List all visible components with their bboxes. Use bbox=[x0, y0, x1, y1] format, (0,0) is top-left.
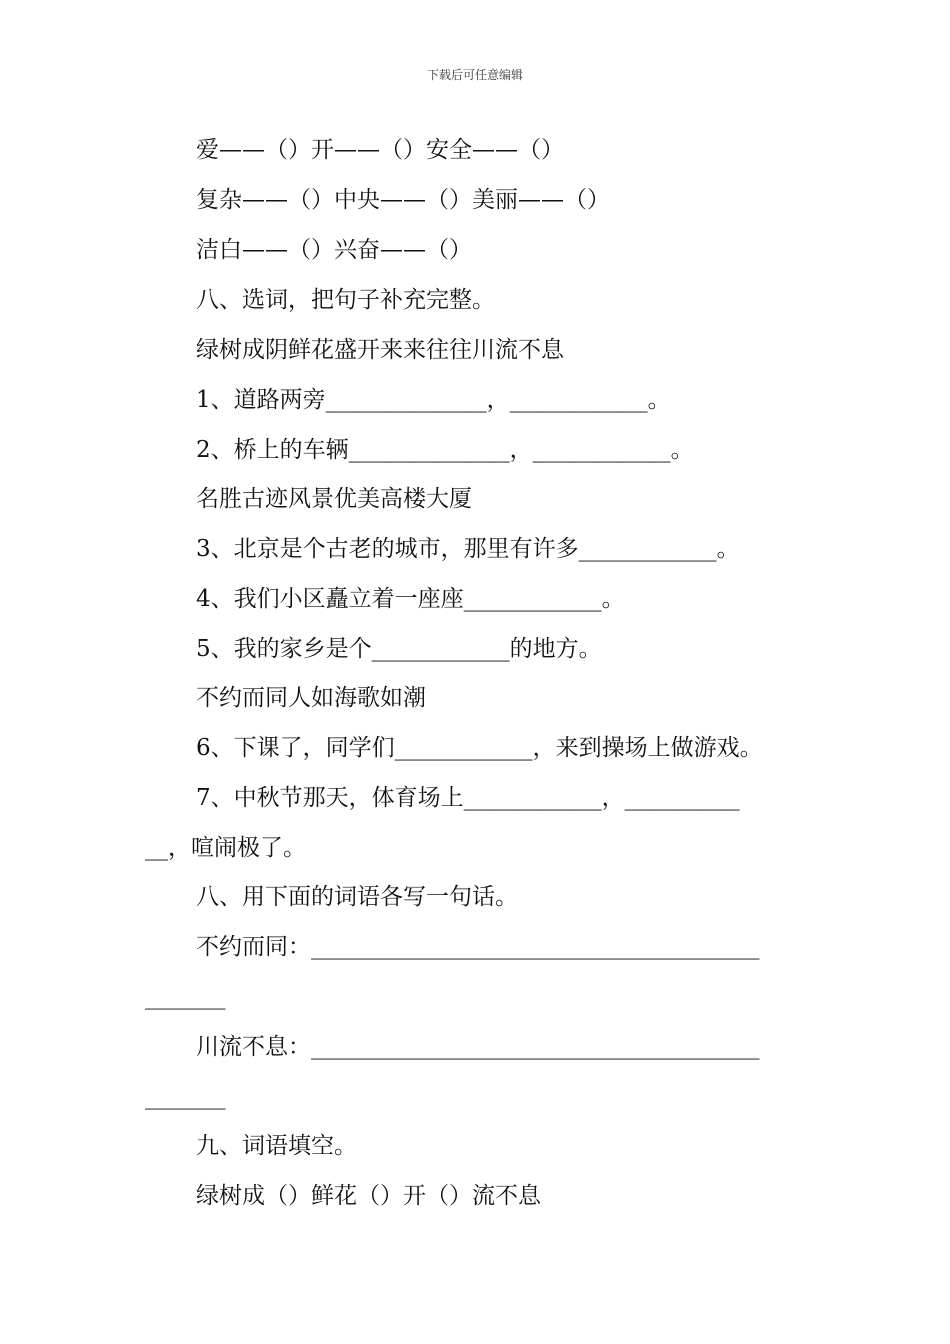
sentence-prompt: 不约而同：_______________________________________ bbox=[196, 934, 760, 960]
question-line: 5、我的家乡是个____________的地方。 bbox=[196, 636, 602, 662]
word-bank: 名胜古迹风景优美高楼大厦 bbox=[196, 486, 472, 512]
question-line-continued: __，喧闹极了。 bbox=[145, 835, 306, 861]
question-line: 绿树成（）鲜花（）开（）流不息 bbox=[196, 1183, 541, 1209]
sentence-prompt: 川流不息：_______________________________________ bbox=[196, 1034, 760, 1060]
word-bank: 不约而同人如海歌如潮 bbox=[196, 685, 426, 711]
question-line: 2、桥上的车辆______________，____________。 bbox=[196, 437, 694, 463]
question-line: 3、北京是个古老的城市，那里有许多____________。 bbox=[196, 536, 740, 562]
answer-blank-continued: _______ bbox=[145, 1084, 226, 1110]
section-heading: 八、选词，把句子补充完整。 bbox=[196, 287, 495, 313]
page-header: 下载后可任意编辑 bbox=[426, 68, 523, 82]
answer-blank-continued: _______ bbox=[145, 984, 226, 1010]
word-bank: 绿树成阴鲜花盛开来来往往川流不息 bbox=[196, 337, 564, 363]
text-line: 复杂——（）中央——（）美丽——（） bbox=[196, 187, 610, 213]
text-line: 爱——（）开——（）安全——（） bbox=[196, 137, 564, 163]
section-heading: 九、词语填空。 bbox=[196, 1133, 357, 1159]
text-line: 洁白——（）兴奋——（） bbox=[196, 237, 472, 263]
question-line: 7、中秋节那天，体育场上____________，__________ bbox=[196, 785, 740, 811]
question-line: 4、我们小区矗立着一座座____________。 bbox=[196, 586, 625, 612]
question-line: 1、道路两旁______________，____________。 bbox=[196, 387, 671, 413]
question-line: 6、下课了，同学们____________，来到操场上做游戏。 bbox=[196, 735, 763, 761]
section-heading: 八、用下面的词语各写一句话。 bbox=[196, 884, 518, 910]
